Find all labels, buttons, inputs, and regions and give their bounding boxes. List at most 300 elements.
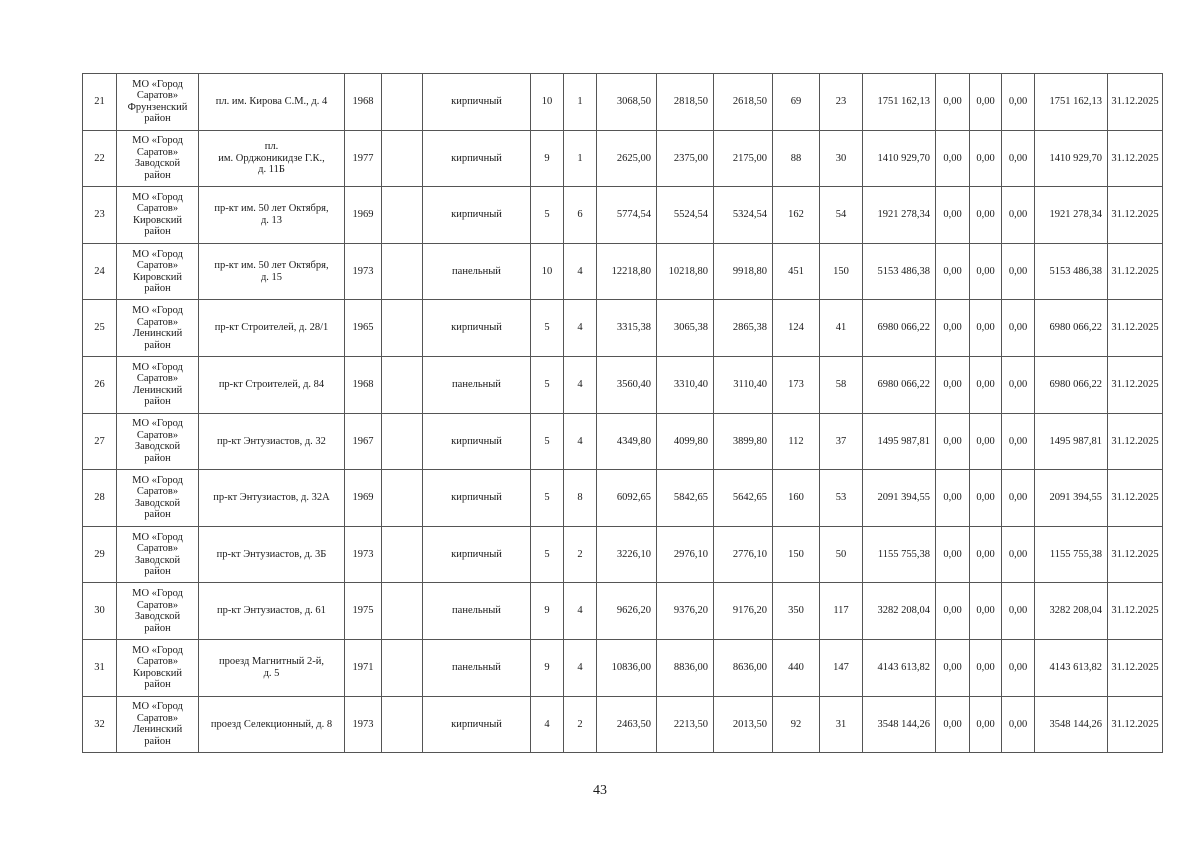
wall-material-cell: кирпичный [423, 413, 531, 470]
municipality-line: МО «Город [132, 418, 183, 430]
floors-cell: 5 [531, 300, 564, 357]
residents-cell: 160 [773, 470, 820, 527]
municipality-line: Саратов» [136, 429, 179, 441]
municipality-line: район [144, 452, 171, 464]
living-area-cell: 8636,00 [714, 639, 773, 696]
row-number-cell: 23 [83, 187, 117, 244]
cost-cell: 2091 394,55 [863, 470, 936, 527]
address-cell [199, 583, 345, 640]
municipality-line: Кировский [132, 214, 183, 226]
living-area-cell: 5324,54 [714, 187, 773, 244]
apartments-cell: 58 [820, 356, 863, 413]
wall-material-cell: кирпичный [423, 696, 531, 753]
total-cost-cell: 4143 613,82 [1035, 639, 1108, 696]
funding-3-cell: 0,00 [1002, 300, 1035, 357]
municipality-line: район [144, 679, 171, 691]
cost-cell: 6980 066,22 [863, 300, 936, 357]
funding-2-cell: 0,00 [970, 413, 1002, 470]
cost-cell: 6980 066,22 [863, 356, 936, 413]
deadline-cell: 31.12.2025 [1108, 526, 1163, 583]
living-area-cell: 3899,80 [714, 413, 773, 470]
municipality-line: МО «Город [132, 531, 183, 543]
municipality-line: Саратов» [136, 712, 179, 724]
funding-3-cell: 0,00 [1002, 243, 1035, 300]
area-cell: 3065,38 [657, 300, 714, 357]
address-cell [199, 187, 345, 244]
address-line: д. 11Б [258, 164, 285, 176]
address-line: им. Орджоникидзе Г.К., [218, 152, 325, 164]
row-number-cell: 32 [83, 696, 117, 753]
municipality-line: Ленинский [132, 724, 183, 736]
funding-3-cell: 0,00 [1002, 639, 1035, 696]
funding-3-cell: 0,00 [1002, 413, 1035, 470]
residents-cell: 440 [773, 639, 820, 696]
municipality-cell [117, 413, 199, 470]
municipality-line: Саратов» [136, 656, 179, 668]
year-built-cell: 1977 [345, 130, 382, 187]
municipality-line: МО «Город [132, 644, 183, 656]
address-line: д. 15 [260, 271, 283, 283]
funding-2-cell: 0,00 [970, 130, 1002, 187]
total-area-cell: 12218,80 [597, 243, 657, 300]
funding-1-cell: 0,00 [936, 639, 970, 696]
entrances-cell: 4 [564, 356, 597, 413]
living-area-cell: 3110,40 [714, 356, 773, 413]
total-area-cell: 5774,54 [597, 187, 657, 244]
living-area-cell: 2776,10 [714, 526, 773, 583]
living-area-cell: 9176,20 [714, 583, 773, 640]
floors-cell: 9 [531, 130, 564, 187]
floors-cell: 9 [531, 583, 564, 640]
wall-material-cell: кирпичный [423, 470, 531, 527]
municipality-line: Саратов» [136, 543, 179, 555]
address-cell [199, 696, 345, 753]
address-cell [199, 413, 345, 470]
municipality-cell [117, 526, 199, 583]
empty-cell [382, 243, 423, 300]
municipality-cell [117, 639, 199, 696]
deadline-cell: 31.12.2025 [1108, 356, 1163, 413]
row-number-cell: 24 [83, 243, 117, 300]
page-number: 43 [593, 783, 607, 798]
funding-1-cell: 0,00 [936, 243, 970, 300]
funding-2-cell: 0,00 [970, 526, 1002, 583]
living-area-cell: 5642,65 [714, 470, 773, 527]
residents-cell: 112 [773, 413, 820, 470]
housing-register-table [82, 73, 1163, 753]
municipality-line: Саратов» [136, 90, 179, 102]
entrances-cell: 4 [564, 300, 597, 357]
empty-cell [382, 639, 423, 696]
year-built-cell: 1968 [345, 356, 382, 413]
apartments-cell: 31 [820, 696, 863, 753]
municipality-line: Заводской [134, 611, 181, 623]
deadline-cell: 31.12.2025 [1108, 413, 1163, 470]
municipality-line: Фрунзенский [127, 101, 188, 113]
entrances-cell: 8 [564, 470, 597, 527]
floors-cell: 10 [531, 243, 564, 300]
municipality-line: МО «Город [132, 361, 183, 373]
municipality-cell [117, 243, 199, 300]
municipality-line: МО «Город [132, 305, 183, 317]
municipality-cell [117, 356, 199, 413]
municipality-line: Саратов» [136, 146, 179, 158]
area-cell: 4099,80 [657, 413, 714, 470]
year-built-cell: 1973 [345, 526, 382, 583]
municipality-line: МО «Город [132, 78, 183, 90]
funding-2-cell: 0,00 [970, 74, 1002, 131]
municipality-line: Заводской [134, 441, 181, 453]
entrances-cell: 4 [564, 639, 597, 696]
entrances-cell: 4 [564, 583, 597, 640]
funding-3-cell: 0,00 [1002, 130, 1035, 187]
municipality-line: Саратов» [136, 373, 179, 385]
residents-cell: 150 [773, 526, 820, 583]
table-row [83, 187, 1163, 244]
row-number-cell: 22 [83, 130, 117, 187]
funding-1-cell: 0,00 [936, 74, 970, 131]
row-number-cell: 30 [83, 583, 117, 640]
empty-cell [382, 300, 423, 357]
wall-material-cell: кирпичный [423, 74, 531, 131]
municipality-line: район [144, 169, 171, 181]
cost-cell: 1751 162,13 [863, 74, 936, 131]
area-cell: 5842,65 [657, 470, 714, 527]
total-cost-cell: 1751 162,13 [1035, 74, 1108, 131]
table-row [83, 470, 1163, 527]
funding-1-cell: 0,00 [936, 130, 970, 187]
municipality-line: район [144, 113, 171, 125]
municipality-cell [117, 74, 199, 131]
funding-1-cell: 0,00 [936, 696, 970, 753]
empty-cell [382, 74, 423, 131]
municipality-line: Заводской [134, 158, 181, 170]
floors-cell: 5 [531, 526, 564, 583]
address-line: пр-кт им. 50 лет Октября, [214, 260, 329, 272]
total-area-cell: 6092,65 [597, 470, 657, 527]
cost-cell: 5153 486,38 [863, 243, 936, 300]
municipality-line: Саратов» [136, 203, 179, 215]
row-number-cell: 28 [83, 470, 117, 527]
apartments-cell: 53 [820, 470, 863, 527]
total-cost-cell: 5153 486,38 [1035, 243, 1108, 300]
total-cost-cell: 2091 394,55 [1035, 470, 1108, 527]
table-row [83, 243, 1163, 300]
deadline-cell: 31.12.2025 [1108, 243, 1163, 300]
funding-2-cell: 0,00 [970, 356, 1002, 413]
deadline-cell: 31.12.2025 [1108, 187, 1163, 244]
funding-3-cell: 0,00 [1002, 583, 1035, 640]
living-area-cell: 2175,00 [714, 130, 773, 187]
floors-cell: 4 [531, 696, 564, 753]
municipality-line: Кировский [132, 271, 183, 283]
funding-1-cell: 0,00 [936, 356, 970, 413]
total-cost-cell: 1495 987,81 [1035, 413, 1108, 470]
funding-3-cell: 0,00 [1002, 696, 1035, 753]
residents-cell: 88 [773, 130, 820, 187]
address-line: пр-кт Энтузиастов, д. 3Б [216, 548, 327, 560]
living-area-cell: 2618,50 [714, 74, 773, 131]
cost-cell: 1921 278,34 [863, 187, 936, 244]
entrances-cell: 1 [564, 130, 597, 187]
apartments-cell: 150 [820, 243, 863, 300]
empty-cell [382, 696, 423, 753]
municipality-cell [117, 696, 199, 753]
row-number-cell: 27 [83, 413, 117, 470]
municipality-line: Кировский [132, 667, 183, 679]
entrances-cell: 1 [564, 74, 597, 131]
entrances-cell: 4 [564, 413, 597, 470]
municipality-line: район [144, 735, 171, 747]
cost-cell: 4143 613,82 [863, 639, 936, 696]
total-cost-cell: 6980 066,22 [1035, 356, 1108, 413]
municipality-line: МО «Город [132, 701, 183, 713]
funding-1-cell: 0,00 [936, 526, 970, 583]
municipality-line: МО «Город [132, 135, 183, 147]
residents-cell: 173 [773, 356, 820, 413]
cost-cell: 1410 929,70 [863, 130, 936, 187]
municipality-line: Заводской [134, 497, 181, 509]
total-cost-cell: 1155 755,38 [1035, 526, 1108, 583]
area-cell: 10218,80 [657, 243, 714, 300]
row-number-cell: 29 [83, 526, 117, 583]
table-row [83, 413, 1163, 470]
municipality-cell [117, 470, 199, 527]
floors-cell: 5 [531, 413, 564, 470]
funding-1-cell: 0,00 [936, 413, 970, 470]
funding-2-cell: 0,00 [970, 583, 1002, 640]
address-cell [199, 300, 345, 357]
table-row [83, 526, 1163, 583]
residents-cell: 162 [773, 187, 820, 244]
table-row [83, 74, 1163, 131]
funding-3-cell: 0,00 [1002, 356, 1035, 413]
row-number-cell: 25 [83, 300, 117, 357]
floors-cell: 5 [531, 187, 564, 244]
deadline-cell: 31.12.2025 [1108, 74, 1163, 131]
table-row [83, 130, 1163, 187]
area-cell: 2976,10 [657, 526, 714, 583]
municipality-line: район [144, 509, 171, 521]
municipality-line: район [144, 396, 171, 408]
address-line: д. 13 [260, 214, 283, 226]
municipality-cell [117, 300, 199, 357]
total-cost-cell: 1410 929,70 [1035, 130, 1108, 187]
entrances-cell: 2 [564, 526, 597, 583]
total-cost-cell: 3548 144,26 [1035, 696, 1108, 753]
municipality-line: Ленинский [132, 384, 183, 396]
wall-material-cell: панельный [423, 356, 531, 413]
apartments-cell: 41 [820, 300, 863, 357]
municipality-line: МО «Город [132, 474, 183, 486]
empty-cell [382, 356, 423, 413]
cost-cell: 3282 208,04 [863, 583, 936, 640]
funding-2-cell: 0,00 [970, 470, 1002, 527]
wall-material-cell: панельный [423, 639, 531, 696]
municipality-line: Саратов» [136, 486, 179, 498]
municipality-line: МО «Город [132, 191, 183, 203]
funding-3-cell: 0,00 [1002, 470, 1035, 527]
municipality-line: район [144, 283, 171, 295]
area-cell: 2375,00 [657, 130, 714, 187]
deadline-cell: 31.12.2025 [1108, 130, 1163, 187]
empty-cell [382, 526, 423, 583]
municipality-line: район [144, 339, 171, 351]
address-cell [199, 130, 345, 187]
funding-2-cell: 0,00 [970, 639, 1002, 696]
municipality-line: Заводской [134, 554, 181, 566]
residents-cell: 124 [773, 300, 820, 357]
area-cell: 8836,00 [657, 639, 714, 696]
floors-cell: 5 [531, 470, 564, 527]
empty-cell [382, 130, 423, 187]
row-number-cell: 26 [83, 356, 117, 413]
table-row [83, 639, 1163, 696]
year-built-cell: 1971 [345, 639, 382, 696]
municipality-line: район [144, 566, 171, 578]
year-built-cell: 1969 [345, 187, 382, 244]
area-cell: 2213,50 [657, 696, 714, 753]
table-row [83, 583, 1163, 640]
year-built-cell: 1973 [345, 696, 382, 753]
deadline-cell: 31.12.2025 [1108, 639, 1163, 696]
municipality-line: МО «Город [132, 588, 183, 600]
address-line: пр-кт им. 50 лет Октября, [214, 203, 329, 215]
living-area-cell: 2865,38 [714, 300, 773, 357]
empty-cell [382, 413, 423, 470]
empty-cell [382, 470, 423, 527]
address-cell [199, 74, 345, 131]
address-line: пл. им. Кирова С.М., д. 4 [215, 96, 328, 108]
table-row [83, 356, 1163, 413]
municipality-line: Саратов» [136, 599, 179, 611]
apartments-cell: 147 [820, 639, 863, 696]
area-cell: 3310,40 [657, 356, 714, 413]
municipality-line: Саратов» [136, 260, 179, 272]
address-line: пр-кт Энтузиастов, д. 32А [213, 492, 330, 504]
funding-3-cell: 0,00 [1002, 526, 1035, 583]
year-built-cell: 1969 [345, 470, 382, 527]
table-row [83, 300, 1163, 357]
cost-cell: 1495 987,81 [863, 413, 936, 470]
address-line: проезд Магнитный 2-й, [219, 656, 324, 668]
apartments-cell: 54 [820, 187, 863, 244]
residents-cell: 69 [773, 74, 820, 131]
living-area-cell: 9918,80 [714, 243, 773, 300]
total-area-cell: 2625,00 [597, 130, 657, 187]
year-built-cell: 1968 [345, 74, 382, 131]
address-cell [199, 526, 345, 583]
total-area-cell: 10836,00 [597, 639, 657, 696]
municipality-line: район [144, 226, 171, 238]
living-area-cell: 2013,50 [714, 696, 773, 753]
municipality-line: Саратов» [136, 316, 179, 328]
apartments-cell: 23 [820, 74, 863, 131]
total-area-cell: 4349,80 [597, 413, 657, 470]
year-built-cell: 1973 [345, 243, 382, 300]
municipality-line: МО «Город [132, 248, 183, 260]
residents-cell: 350 [773, 583, 820, 640]
total-area-cell: 3315,38 [597, 300, 657, 357]
entrances-cell: 6 [564, 187, 597, 244]
funding-3-cell: 0,00 [1002, 74, 1035, 131]
funding-1-cell: 0,00 [936, 470, 970, 527]
area-cell: 5524,54 [657, 187, 714, 244]
deadline-cell: 31.12.2025 [1108, 583, 1163, 640]
funding-2-cell: 0,00 [970, 187, 1002, 244]
municipality-line: Ленинский [132, 328, 183, 340]
residents-cell: 92 [773, 696, 820, 753]
address-cell [199, 356, 345, 413]
wall-material-cell: кирпичный [423, 187, 531, 244]
empty-cell [382, 187, 423, 244]
total-cost-cell: 6980 066,22 [1035, 300, 1108, 357]
total-area-cell: 3560,40 [597, 356, 657, 413]
wall-material-cell: кирпичный [423, 300, 531, 357]
residents-cell: 451 [773, 243, 820, 300]
funding-1-cell: 0,00 [936, 187, 970, 244]
deadline-cell: 31.12.2025 [1108, 470, 1163, 527]
deadline-cell: 31.12.2025 [1108, 300, 1163, 357]
wall-material-cell: кирпичный [423, 526, 531, 583]
municipality-cell [117, 583, 199, 640]
funding-1-cell: 0,00 [936, 300, 970, 357]
empty-cell [382, 583, 423, 640]
address-line: пл. [264, 141, 279, 153]
total-area-cell: 3226,10 [597, 526, 657, 583]
funding-2-cell: 0,00 [970, 300, 1002, 357]
address-line: пр-кт Строителей, д. 28/1 [214, 322, 329, 334]
municipality-line: район [144, 622, 171, 634]
total-cost-cell: 3282 208,04 [1035, 583, 1108, 640]
total-cost-cell: 1921 278,34 [1035, 187, 1108, 244]
address-line: пр-кт Энтузиастов, д. 32 [217, 435, 326, 447]
entrances-cell: 4 [564, 243, 597, 300]
year-built-cell: 1975 [345, 583, 382, 640]
entrances-cell: 2 [564, 696, 597, 753]
address-line: проезд Селекционный, д. 8 [210, 718, 333, 730]
apartments-cell: 50 [820, 526, 863, 583]
total-area-cell: 2463,50 [597, 696, 657, 753]
total-area-cell: 9626,20 [597, 583, 657, 640]
apartments-cell: 37 [820, 413, 863, 470]
address-cell [199, 470, 345, 527]
cost-cell: 3548 144,26 [863, 696, 936, 753]
wall-material-cell: панельный [423, 243, 531, 300]
address-cell [199, 639, 345, 696]
wall-material-cell: кирпичный [423, 130, 531, 187]
address-line: пр-кт Строителей, д. 84 [218, 379, 325, 391]
funding-1-cell: 0,00 [936, 583, 970, 640]
total-area-cell: 3068,50 [597, 74, 657, 131]
wall-material-cell: панельный [423, 583, 531, 640]
address-cell [199, 243, 345, 300]
year-built-cell: 1965 [345, 300, 382, 357]
row-number-cell: 21 [83, 74, 117, 131]
funding-2-cell: 0,00 [970, 243, 1002, 300]
address-line: д. 5 [263, 667, 280, 679]
floors-cell: 9 [531, 639, 564, 696]
apartments-cell: 30 [820, 130, 863, 187]
funding-3-cell: 0,00 [1002, 187, 1035, 244]
funding-2-cell: 0,00 [970, 696, 1002, 753]
floors-cell: 10 [531, 74, 564, 131]
municipality-cell [117, 130, 199, 187]
floors-cell: 5 [531, 356, 564, 413]
address-line: пр-кт Энтузиастов, д. 61 [217, 605, 326, 617]
apartments-cell: 117 [820, 583, 863, 640]
row-number-cell: 31 [83, 639, 117, 696]
